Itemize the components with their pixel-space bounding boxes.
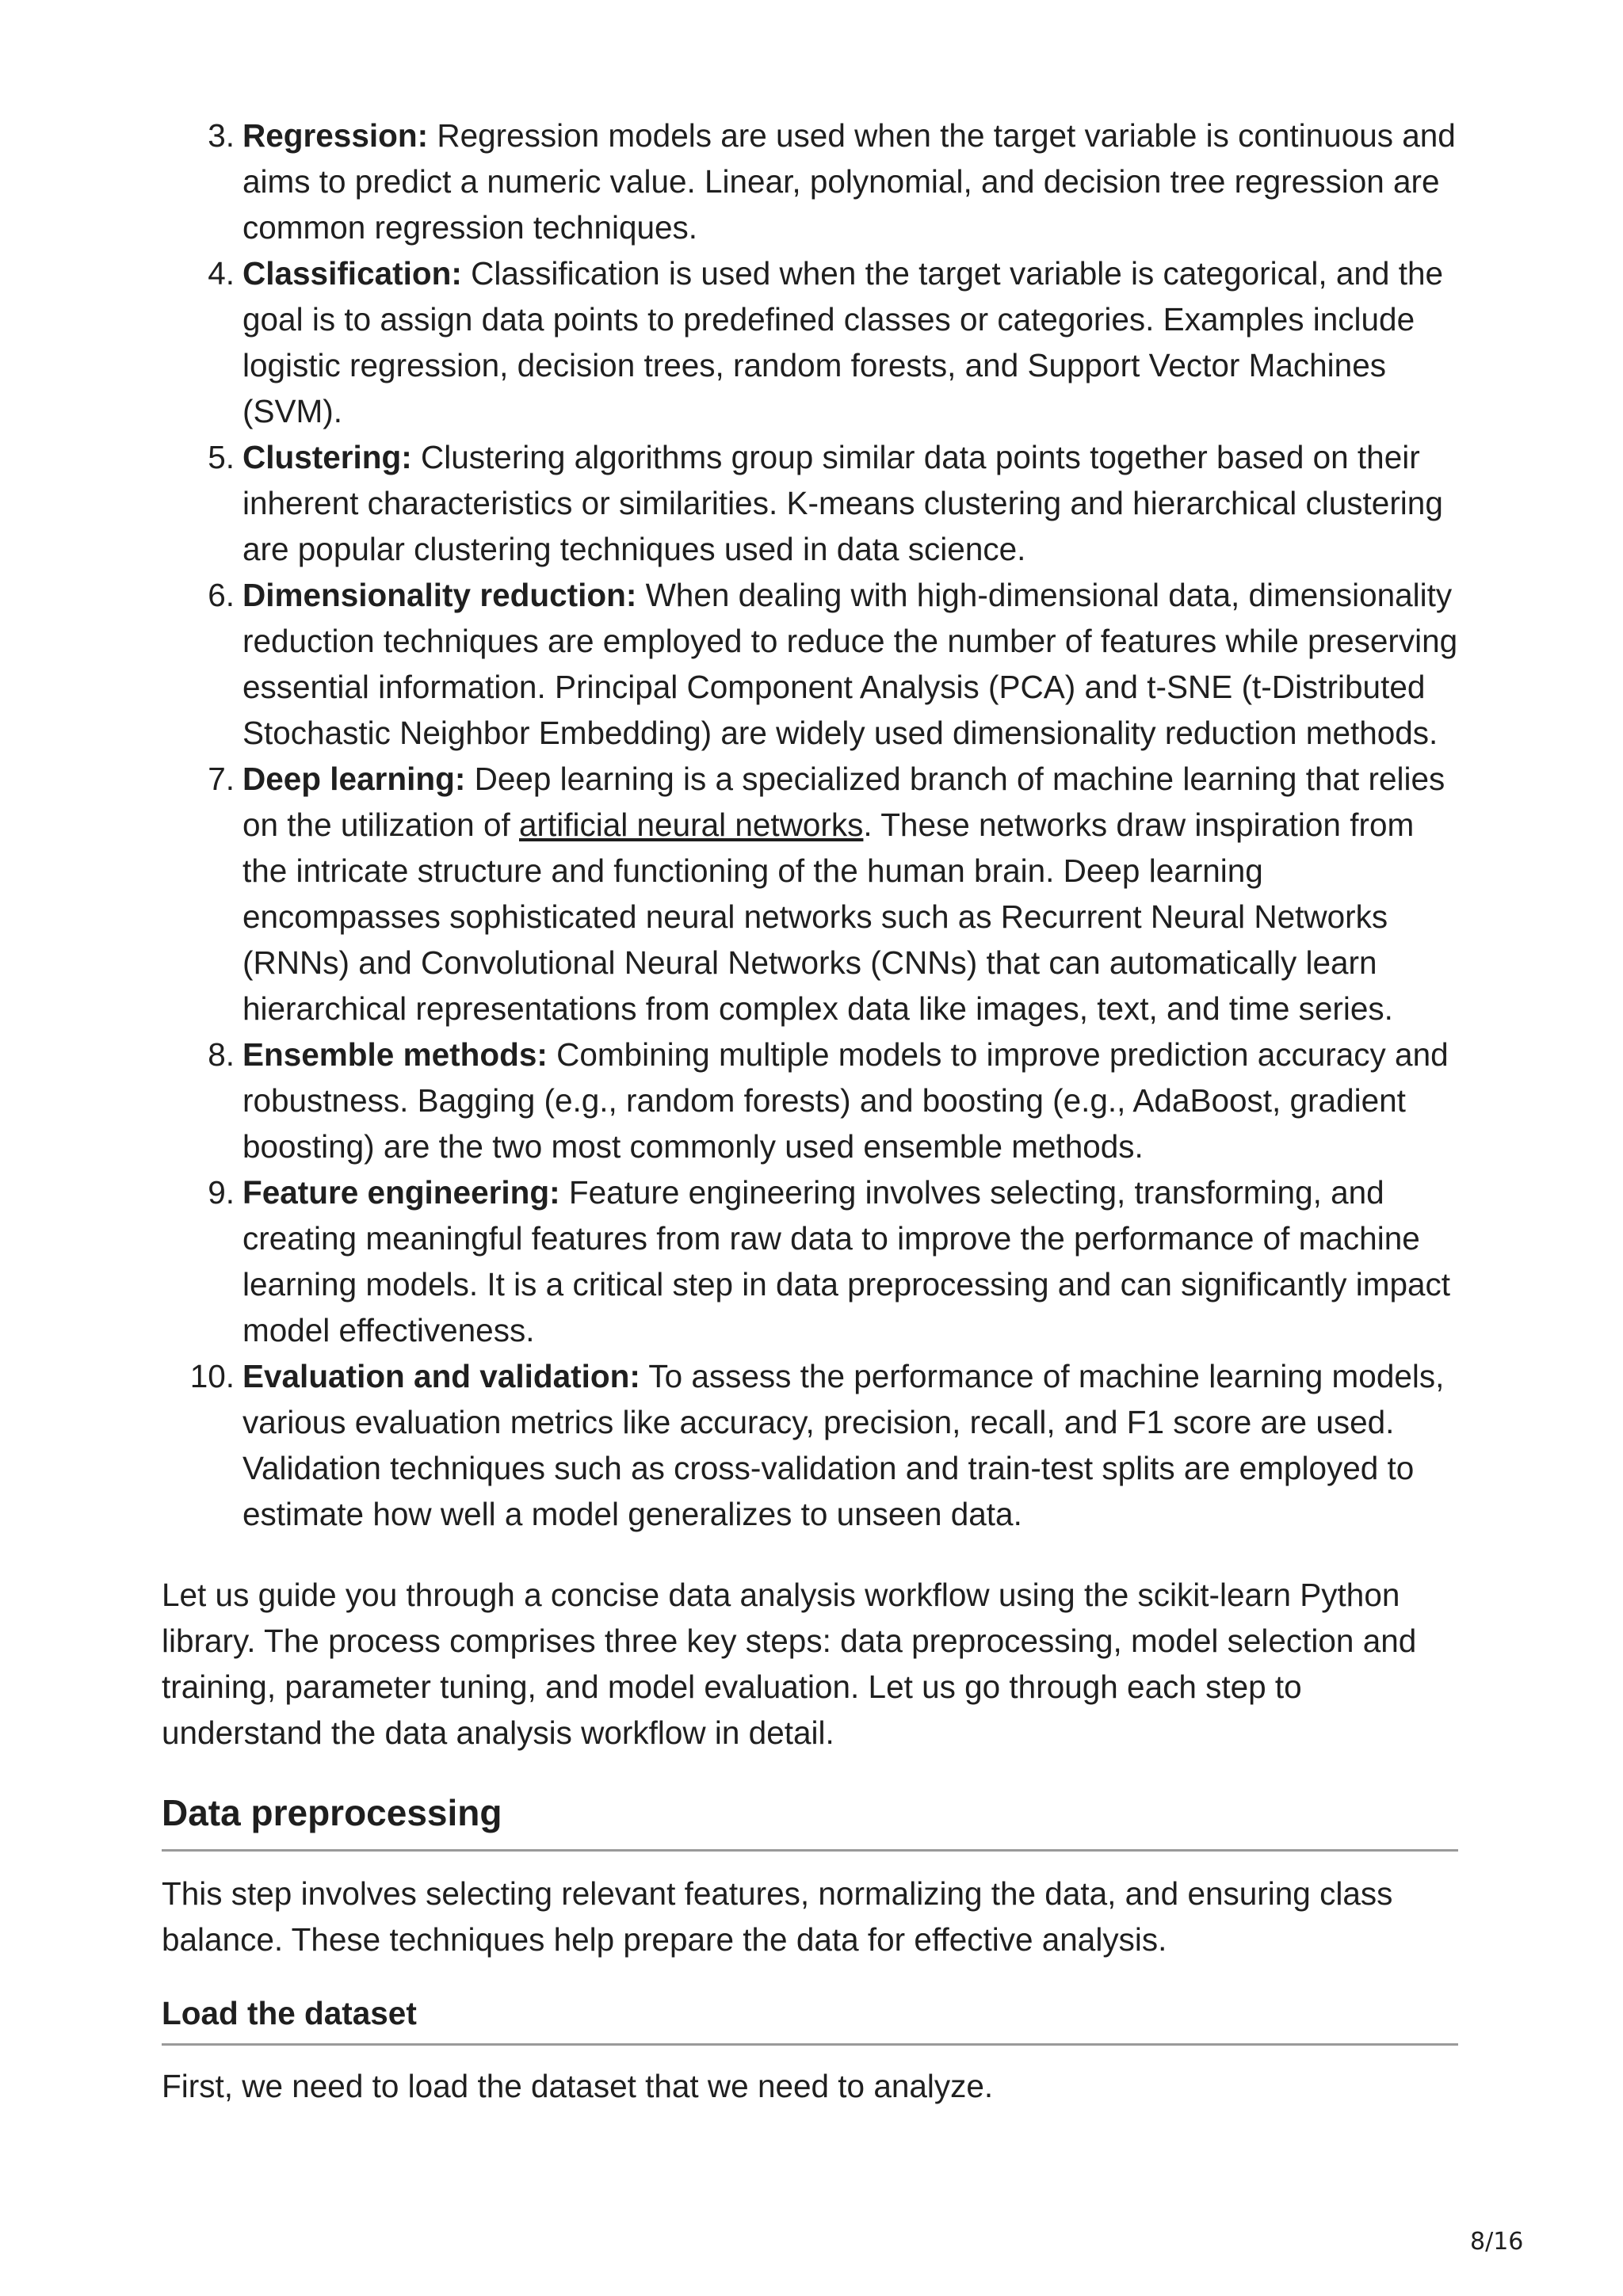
subsection-heading: Load the dataset	[162, 1993, 1458, 2046]
list-item	[208, 434, 1458, 572]
list-item-number: 8.	[208, 1036, 235, 1073]
page-number: 8/16	[1470, 2228, 1524, 2256]
list-item	[208, 250, 1458, 434]
list-item-term: Feature engineering:	[242, 1174, 560, 1211]
list-item-number: 10.	[189, 1358, 235, 1394]
list-item	[208, 1169, 1458, 1353]
intro-paragraph: Let us guide you through a concise data analysis workflow using the scikit-learn Python library. The process comprises three key steps: data preprocessing, model selection and training, parameter tuning, and model evaluation. Let us go through each step to understand the data analysis workflow in detail.	[162, 1577, 1417, 1751]
list-item	[208, 756, 1458, 1032]
page-content	[162, 113, 1458, 2109]
list-item-text: Feature engineering involves selecting, transforming, and creating meaningful features from raw data to improve the performance of machine learning models. It is a critical step in data preprocessing and can significantly impact model effectiveness.	[242, 1174, 1451, 1348]
list-item-term: Regression:	[242, 117, 429, 154]
ml-techniques-list	[162, 113, 1458, 1537]
list-item-term: Deep learning:	[242, 761, 466, 797]
list-item	[189, 1353, 1458, 1537]
list-item-term: Clustering:	[242, 439, 412, 475]
list-item-term: Dimensionality reduction:	[242, 577, 637, 613]
list-item-text-before-link: Deep learning is a specialized branch of machine learning that relies on the utilization of	[242, 761, 1445, 843]
section-paragraph: This step involves selecting relevant features, normalizing the data, and ensuring class balance. These techniques help prepare the data for effective analysis.	[162, 1875, 1393, 1958]
list-item-number: 3.	[208, 117, 235, 154]
list-item-term: Ensemble methods:	[242, 1036, 548, 1073]
list-item-term: Evaluation and validation:	[242, 1358, 640, 1394]
list-item-term: Classification:	[242, 255, 462, 292]
list-item-text: Combining multiple models to improve prediction accuracy and robustness. Bagging (e.g., random forests) and boosting (e.g., AdaBoost, gradient boosting) are the two most commonly used ensemble methods.	[242, 1036, 1449, 1165]
list-item	[208, 572, 1458, 756]
list-item-number: 4.	[208, 255, 235, 292]
list-item-text: To assess the performance of machine learning models, various evaluation metrics like accuracy, precision, recall, and F1 score are used. Validation techniques such as cross-validation and train-test splits are employed to estimate how well a model generalizes to unseen data.	[242, 1358, 1445, 1532]
list-item-number: 6.	[208, 577, 235, 613]
list-item-text: When dealing with high-dimensional data, dimensionality reduction techniques are employed to reduce the number of features while preserving essential information. Principal Component Analysis (PCA) and t-SNE (t-Distributed Stochastic Neighbor Embedding) are widely used dimensionality reduction methods.	[242, 577, 1458, 751]
list-item	[208, 113, 1458, 250]
neural-networks-link[interactable]: artificial neural networks	[518, 807, 864, 843]
list-item-number: 7.	[208, 761, 235, 797]
list-item-number: 9.	[208, 1174, 235, 1211]
subsection-paragraph: First, we need to load the dataset that we need to analyze.	[162, 2068, 994, 2104]
list-item-text-after-link: . These networks draw inspiration from the intricate structure and functioning of the human brain. Deep learning encompasses sophisticated neural networks such as Recurrent Neural Networks (RNNs) and Convolutional Neural Networks (CNNs) that can automatically learn hierarchical representations from complex data like images, text, and time series.	[242, 807, 1415, 1027]
list-item-number: 5.	[208, 439, 235, 475]
list-item-text: Classification is used when the target variable is categorical, and the goal is to assign data points to predefined classes or categories. Examples include logistic regression, decision trees, random forests, and Support Vector Machines (SVM).	[242, 255, 1444, 429]
section-heading: Data preprocessing	[162, 1791, 1458, 1852]
list-item-text: Regression models are used when the target variable is continuous and aims to predict a numeric value. Linear, polynomial, and decision tree regression are common regression techniques.	[242, 117, 1456, 246]
list-item	[208, 1032, 1458, 1169]
list-item-text: Clustering algorithms group similar data points together based on their inherent characteristics or similarities. K-means clustering and hierarchical clustering are popular clustering techniques used in data science.	[242, 439, 1443, 567]
